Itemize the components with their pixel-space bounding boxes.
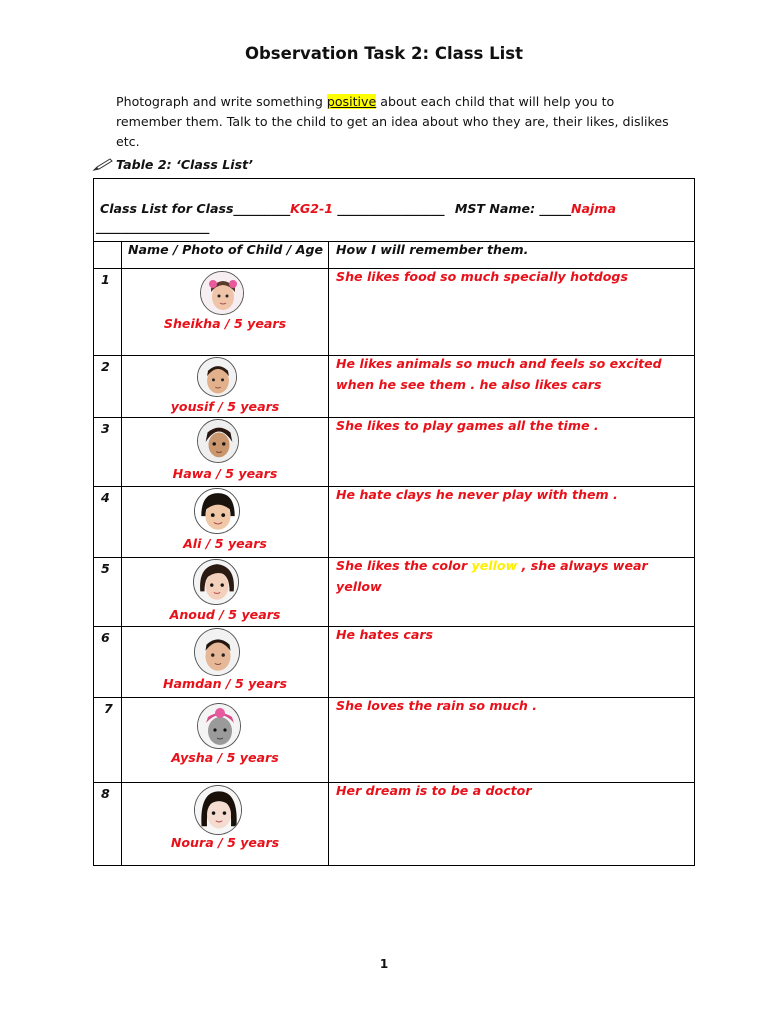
row-number: 3	[101, 421, 110, 436]
child-name-age: Hawa / 5 years	[172, 466, 278, 481]
child-name-age: Sheikha / 5 years	[163, 316, 287, 331]
mst-value: Najma	[571, 201, 616, 216]
header-how-remember: How I will remember them.	[336, 242, 529, 257]
mst-label: MST Name: _____	[454, 201, 571, 216]
page-number: 1	[379, 957, 389, 971]
child-comment: He hate clays he never play with them .	[336, 487, 618, 502]
table-row	[94, 697, 694, 782]
row-number: 4	[101, 490, 110, 505]
class-list-table	[93, 178, 695, 866]
table-row	[94, 557, 694, 626]
child-face-icon	[198, 358, 237, 397]
table-row	[94, 355, 694, 417]
child-photo	[194, 488, 240, 534]
table-row	[94, 782, 694, 866]
comment-text-end: , she always wear yellow	[336, 558, 648, 594]
child-face-icon	[201, 272, 244, 315]
child-name-age: Noura / 5 years	[170, 835, 280, 850]
highlighted-word: positive	[326, 94, 377, 109]
row-number: 1	[101, 272, 110, 287]
child-comment: She loves the rain so much .	[336, 698, 538, 713]
underline-line: __________________	[96, 219, 210, 234]
child-comment: Her dream is to be a doctor	[336, 783, 532, 798]
header-name-photo-age: Name / Photo of Child / Age	[128, 242, 324, 257]
child-name-age: Aysha / 5 years	[171, 750, 279, 765]
table-row	[94, 626, 694, 697]
class-trailing: _________________	[332, 201, 445, 216]
child-comment: He hates cars	[336, 627, 434, 642]
child-photo	[194, 628, 240, 676]
table-row	[94, 486, 694, 557]
table-row	[94, 417, 694, 486]
child-comment: He likes animals so much and feels so excited when he see them . he also likes cars	[336, 356, 662, 392]
child-comment: She likes to play games all the time .	[336, 418, 599, 433]
table-row	[94, 268, 694, 355]
child-name-age: Anoud / 5 years	[169, 607, 281, 622]
child-comment	[336, 555, 692, 597]
child-name-age: Hamdan / 5 years	[162, 676, 288, 691]
child-name-age: Ali / 5 years	[183, 536, 267, 551]
child-face-icon	[195, 786, 242, 835]
intro-text-end: about each child that will help you to remember them. Talk to the child to get an idea about who they are, their likes, dislikes etc.	[116, 94, 669, 149]
child-photo	[200, 271, 244, 315]
child-face-icon	[198, 704, 241, 749]
child-photo	[194, 785, 242, 835]
row-number: 2	[101, 359, 110, 374]
child-photo	[197, 703, 241, 749]
pencil-icon	[92, 158, 114, 172]
class-value: KG2-1	[290, 201, 333, 216]
class-info-line	[100, 201, 616, 216]
class-label: Class List for Class_________	[100, 201, 291, 216]
child-comment: She likes food so much specially hotdogs	[336, 269, 628, 284]
comment-text-start: She likes the color	[336, 558, 472, 573]
row-number: 8	[101, 786, 110, 801]
child-face-icon	[195, 489, 240, 534]
child-photo	[197, 357, 237, 397]
child-name-age: yousif / 5 years	[170, 399, 280, 414]
row-number: 6	[101, 630, 110, 645]
row-number: 7	[104, 701, 113, 716]
child-photo	[197, 419, 239, 463]
page-title: Observation Task 2: Class List	[244, 44, 524, 63]
instructions-paragraph	[116, 92, 676, 152]
caption-text: Table 2: ‘Class List’	[116, 157, 253, 172]
table-caption	[92, 157, 253, 172]
child-photo	[193, 559, 239, 605]
child-face-icon	[194, 560, 239, 605]
child-face-icon	[198, 420, 239, 463]
child-face-icon	[195, 629, 240, 676]
intro-text-start: Photograph and write something	[116, 94, 327, 109]
comment-yellow-word: yellow	[471, 558, 518, 573]
row-number: 5	[101, 561, 110, 576]
